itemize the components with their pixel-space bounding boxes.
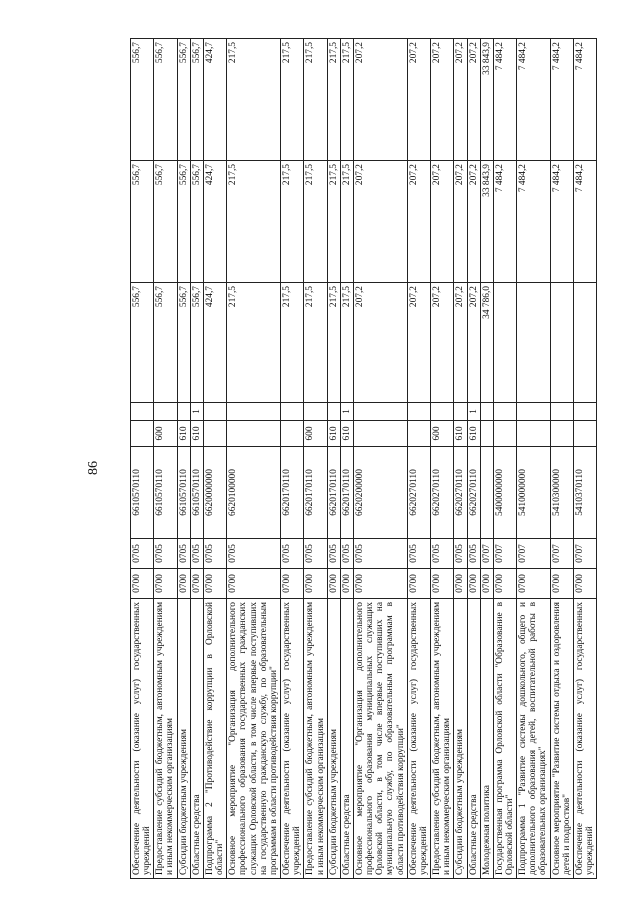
section-code-cell: 0705 <box>131 539 154 569</box>
funding-source-cell <box>454 403 467 421</box>
funding-source-cell <box>550 403 573 421</box>
table-row <box>177 39 190 879</box>
amount-year1-cell: 556,7 <box>154 283 177 403</box>
amount-year2-cell: 7 484,2 <box>517 161 550 283</box>
amount-year3-cell: 7 484,2 <box>550 39 573 161</box>
amount-year3-cell: 556,7 <box>177 39 190 161</box>
target-article-cell: 6620170110 <box>327 447 340 539</box>
expense-type-cell <box>227 421 281 447</box>
amount-year2-cell: 556,7 <box>190 161 203 283</box>
table-row <box>431 39 454 879</box>
table-row <box>573 39 596 879</box>
target-article-cell: 6610570110 <box>177 447 190 539</box>
expense-type-cell: 610 <box>340 421 353 447</box>
ministry-code-cell: 0700 <box>353 569 407 599</box>
target-article-cell: 5400000000 <box>493 447 516 539</box>
section-code-cell: 0707 <box>480 539 493 569</box>
amount-year2-cell: 217,5 <box>327 161 340 283</box>
row-name-cell: Государственная программа Орловской области "Образование в Орловской области" <box>493 599 516 879</box>
target-article-cell: 6610570110 <box>154 447 177 539</box>
row-name-cell: Предоставление субсидий бюджетным, автономным учреждениям и иным некоммерческим организациям <box>304 599 327 879</box>
section-code-cell: 0705 <box>203 539 226 569</box>
amount-year3-cell: 556,7 <box>154 39 177 161</box>
section-code-cell: 0705 <box>407 539 430 569</box>
amount-year2-cell: 217,5 <box>340 161 353 283</box>
funding-source-cell <box>131 403 154 421</box>
budget-table <box>130 38 597 879</box>
funding-source-cell <box>573 403 596 421</box>
expense-type-cell <box>131 421 154 447</box>
amount-year2-cell: 207,2 <box>353 161 407 283</box>
amount-year1-cell: 207,2 <box>407 283 430 403</box>
ministry-code-cell: 0700 <box>454 569 467 599</box>
target-article-cell: 6620170110 <box>304 447 327 539</box>
amount-year3-cell: 7 484,2 <box>573 39 596 161</box>
ministry-code-cell: 0700 <box>131 569 154 599</box>
expense-type-cell <box>550 421 573 447</box>
row-name-cell: Субсидии бюджетным учреждениям <box>327 599 340 879</box>
row-name-cell: Областные средства <box>340 599 353 879</box>
rotated-page <box>64 0 640 905</box>
amount-year3-cell: 217,5 <box>281 39 304 161</box>
row-name-cell: Обеспечение деятельности (оказание услуг) государственных учреждений <box>281 599 304 879</box>
amount-year2-cell: 7 484,2 <box>550 161 573 283</box>
ministry-code-cell: 0700 <box>327 569 340 599</box>
target-article-cell: 6620270110 <box>467 447 480 539</box>
target-article-cell: 6620100000 <box>227 447 281 539</box>
section-code-cell: 0707 <box>550 539 573 569</box>
table-row <box>190 39 203 879</box>
section-code-cell: 0707 <box>493 539 516 569</box>
target-article-cell: 6620270110 <box>407 447 430 539</box>
section-code-cell: 0705 <box>467 539 480 569</box>
funding-source-cell <box>304 403 327 421</box>
target-article-cell: 6620200000 <box>353 447 407 539</box>
amount-year2-cell: 217,5 <box>227 161 281 283</box>
amount-year2-cell: 556,7 <box>131 161 154 283</box>
table-row <box>340 39 353 879</box>
amount-year1-cell: 556,7 <box>190 283 203 403</box>
funding-source-cell <box>480 403 493 421</box>
amount-year3-cell: 207,2 <box>454 39 467 161</box>
expense-type-cell <box>517 421 550 447</box>
expense-type-cell <box>480 421 493 447</box>
funding-source-cell <box>493 403 516 421</box>
amount-year1-cell: 34 786,0 <box>480 283 493 403</box>
amount-year3-cell: 33 843,9 <box>480 39 493 161</box>
amount-year3-cell: 207,2 <box>407 39 430 161</box>
expense-type-cell <box>573 421 596 447</box>
funding-source-cell <box>203 403 226 421</box>
page-number: 86 <box>86 461 101 475</box>
target-article-cell: 6620000000 <box>203 447 226 539</box>
target-article-cell: 5410370110 <box>573 447 596 539</box>
ministry-code-cell: 0700 <box>550 569 573 599</box>
amount-year3-cell: 217,5 <box>340 39 353 161</box>
section-code-cell: 0705 <box>304 539 327 569</box>
amount-year3-cell: 217,5 <box>227 39 281 161</box>
amount-year3-cell: 217,5 <box>327 39 340 161</box>
amount-year1-cell: 217,5 <box>340 283 353 403</box>
ministry-code-cell: 0700 <box>177 569 190 599</box>
amount-year3-cell: 556,7 <box>131 39 154 161</box>
section-code-cell: 0705 <box>353 539 407 569</box>
table-row <box>281 39 304 879</box>
row-name-cell: Молодежная политика <box>480 599 493 879</box>
table-row <box>517 39 550 879</box>
expense-type-cell: 610 <box>177 421 190 447</box>
expense-type-cell <box>203 421 226 447</box>
amount-year1-cell: 556,7 <box>177 283 190 403</box>
amount-year2-cell: 207,2 <box>454 161 467 283</box>
row-name-cell: Областные средства <box>467 599 480 879</box>
row-name-cell: Подпрограмма 2 "Противодействие коррупции в Орловской области" <box>203 599 226 879</box>
section-code-cell: 0705 <box>227 539 281 569</box>
funding-source-cell: 1 <box>340 403 353 421</box>
section-code-cell: 0705 <box>281 539 304 569</box>
amount-year2-cell: 556,7 <box>154 161 177 283</box>
expense-type-cell: 610 <box>327 421 340 447</box>
amount-year2-cell: 217,5 <box>281 161 304 283</box>
table-row <box>480 39 493 879</box>
target-article-cell: 6620170110 <box>281 447 304 539</box>
table-row <box>454 39 467 879</box>
row-name-cell: Основное мероприятие "Организация дополнительного профессионального образования государственных гражданских служащих Орловской области, в том числе впервые поступивших на государственную гражданскую службу, по образовательным программам в области противодействия коррупции" <box>227 599 281 879</box>
table-row <box>154 39 177 879</box>
amount-year3-cell: 207,2 <box>353 39 407 161</box>
row-name-cell: Предоставление субсидий бюджетным, автономным учреждениям и иным некоммерческим организациям <box>431 599 454 879</box>
amount-year3-cell: 556,7 <box>190 39 203 161</box>
section-code-cell: 0705 <box>154 539 177 569</box>
table-row <box>493 39 516 879</box>
expense-type-cell: 600 <box>304 421 327 447</box>
amount-year2-cell: 556,7 <box>177 161 190 283</box>
section-code-cell: 0707 <box>573 539 596 569</box>
amount-year3-cell: 207,2 <box>467 39 480 161</box>
ministry-code-cell: 0700 <box>227 569 281 599</box>
ministry-code-cell: 0700 <box>517 569 550 599</box>
funding-source-cell <box>227 403 281 421</box>
row-name-cell: Субсидии бюджетным учреждениям <box>177 599 190 879</box>
row-name-cell: Основное мероприятие "Организация дополнительного профессионального образования муниципальных служащих Орловской области, в том числе впервые поступивших на муниципальную службу, по образовательным программам в области противодействия коррупции" <box>353 599 407 879</box>
amount-year3-cell: 7 484,2 <box>517 39 550 161</box>
amount-year1-cell <box>550 283 573 403</box>
funding-source-cell: 1 <box>190 403 203 421</box>
ministry-code-cell: 0700 <box>407 569 430 599</box>
table-row <box>131 39 154 879</box>
amount-year1-cell <box>573 283 596 403</box>
amount-year1-cell: 207,2 <box>353 283 407 403</box>
amount-year2-cell: 207,2 <box>431 161 454 283</box>
amount-year2-cell: 207,2 <box>467 161 480 283</box>
amount-year2-cell: 7 484,2 <box>573 161 596 283</box>
expense-type-cell: 600 <box>154 421 177 447</box>
section-code-cell: 0705 <box>340 539 353 569</box>
ministry-code-cell: 0700 <box>573 569 596 599</box>
amount-year1-cell: 424,7 <box>203 283 226 403</box>
expense-type-cell: 600 <box>431 421 454 447</box>
target-article-cell: 6610570110 <box>190 447 203 539</box>
funding-source-cell <box>154 403 177 421</box>
amount-year1-cell: 217,5 <box>227 283 281 403</box>
amount-year2-cell: 207,2 <box>407 161 430 283</box>
ministry-code-cell: 0700 <box>154 569 177 599</box>
amount-year1-cell: 207,2 <box>454 283 467 403</box>
row-name-cell: Областные средства <box>190 599 203 879</box>
amount-year1-cell: 207,2 <box>467 283 480 403</box>
amount-year2-cell: 33 843,9 <box>480 161 493 283</box>
funding-source-cell <box>353 403 407 421</box>
section-code-cell: 0705 <box>190 539 203 569</box>
table-row <box>467 39 480 879</box>
amount-year2-cell: 7 484,2 <box>493 161 516 283</box>
target-article-cell: 6620270110 <box>431 447 454 539</box>
ministry-code-cell: 0700 <box>431 569 454 599</box>
funding-source-cell: 1 <box>467 403 480 421</box>
ministry-code-cell: 0700 <box>493 569 516 599</box>
expense-type-cell <box>493 421 516 447</box>
ministry-code-cell: 0700 <box>467 569 480 599</box>
target-article-cell: 6610570110 <box>131 447 154 539</box>
amount-year2-cell: 424,7 <box>203 161 226 283</box>
target-article-cell: 5410000000 <box>517 447 550 539</box>
target-article-cell <box>480 447 493 539</box>
section-code-cell: 0705 <box>327 539 340 569</box>
amount-year1-cell: 556,7 <box>131 283 154 403</box>
expense-type-cell: 610 <box>454 421 467 447</box>
table-row <box>203 39 226 879</box>
amount-year1-cell: 217,5 <box>327 283 340 403</box>
expense-type-cell <box>281 421 304 447</box>
ministry-code-cell: 0700 <box>281 569 304 599</box>
table-row <box>550 39 573 879</box>
row-name-cell: Основное мероприятие "Развитие системы отдыха и оздоровления детей и подростков" <box>550 599 573 879</box>
amount-year3-cell: 424,7 <box>203 39 226 161</box>
amount-year2-cell: 217,5 <box>304 161 327 283</box>
ministry-code-cell: 0700 <box>480 569 493 599</box>
amount-year3-cell: 207,2 <box>431 39 454 161</box>
expense-type-cell: 610 <box>467 421 480 447</box>
amount-year3-cell: 217,5 <box>304 39 327 161</box>
ministry-code-cell: 0700 <box>190 569 203 599</box>
funding-source-cell <box>517 403 550 421</box>
funding-source-cell <box>431 403 454 421</box>
expense-type-cell <box>353 421 407 447</box>
ministry-code-cell: 0700 <box>203 569 226 599</box>
target-article-cell: 6620270110 <box>454 447 467 539</box>
amount-year1-cell: 217,5 <box>281 283 304 403</box>
funding-source-cell <box>281 403 304 421</box>
amount-year1-cell: 217,5 <box>304 283 327 403</box>
target-article-cell: 6620170110 <box>340 447 353 539</box>
amount-year1-cell <box>517 283 550 403</box>
section-code-cell: 0707 <box>517 539 550 569</box>
row-name-cell: Обеспечение деятельности (оказание услуг) государственных учреждений <box>407 599 430 879</box>
row-name-cell: Подпрограмма 1 "Развитие системы дошкольного, общего и дополнительного образования детей, воспитательной работы в образовательных организациях" <box>517 599 550 879</box>
section-code-cell: 0705 <box>454 539 467 569</box>
table-row <box>227 39 281 879</box>
ministry-code-cell: 0700 <box>340 569 353 599</box>
row-name-cell: Обеспечение деятельности (оказание услуг) государственных учреждений <box>131 599 154 879</box>
amount-year1-cell <box>493 283 516 403</box>
section-code-cell: 0705 <box>177 539 190 569</box>
amount-year3-cell: 7 484,2 <box>493 39 516 161</box>
target-article-cell: 5410300000 <box>550 447 573 539</box>
row-name-cell: Предоставление субсидий бюджетным, автономным учреждениям и иным некоммерческим организациям <box>154 599 177 879</box>
table-row <box>327 39 340 879</box>
ministry-code-cell: 0700 <box>304 569 327 599</box>
expense-type-cell <box>407 421 430 447</box>
funding-source-cell <box>177 403 190 421</box>
expense-type-cell: 610 <box>190 421 203 447</box>
section-code-cell: 0705 <box>431 539 454 569</box>
table-row <box>407 39 430 879</box>
amount-year1-cell: 207,2 <box>431 283 454 403</box>
row-name-cell: Субсидии бюджетным учреждениям <box>454 599 467 879</box>
funding-source-cell <box>407 403 430 421</box>
funding-source-cell <box>327 403 340 421</box>
row-name-cell: Обеспечение деятельности (оказание услуг) государственных учреждений <box>573 599 596 879</box>
table-row <box>353 39 407 879</box>
table-row <box>304 39 327 879</box>
